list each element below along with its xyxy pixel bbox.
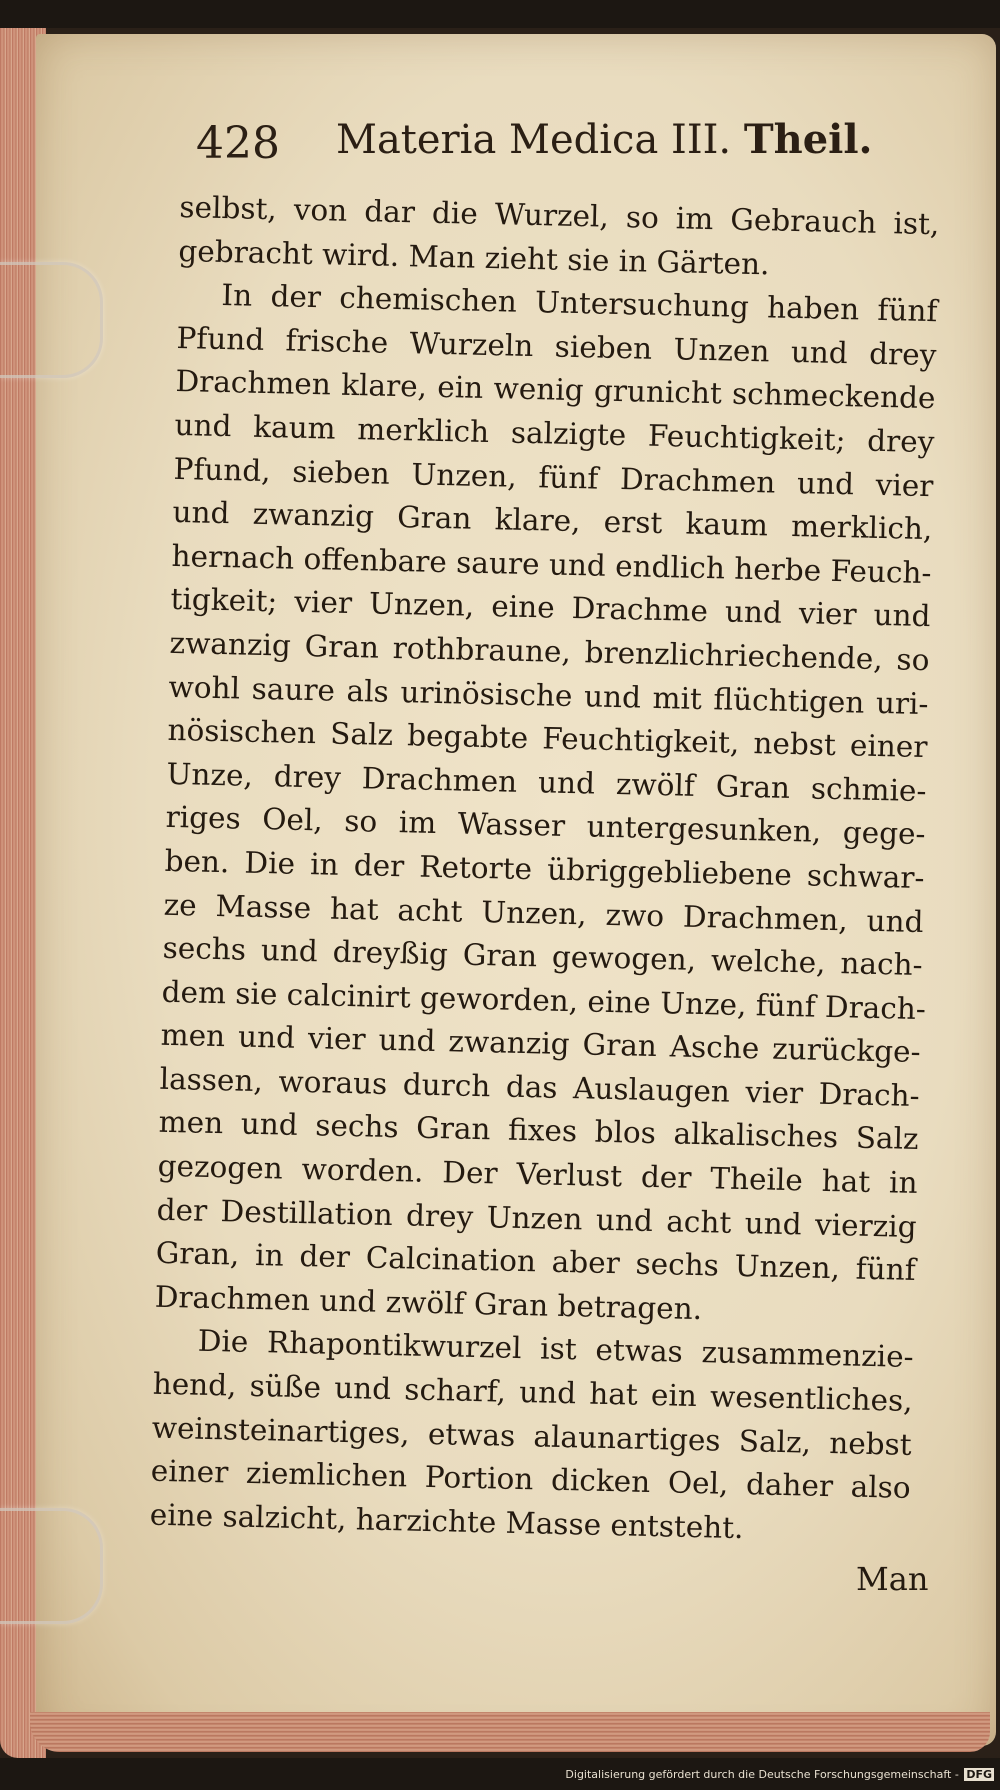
- text-line: ben. Die in der Retorte übriggebliebene schwar-: [164, 843, 925, 895]
- text-line: Unze, drey Drachmen und zwölf Gran schmie-: [166, 756, 927, 808]
- text-line: nösischen Salz begabte Feuchtigkeit, nebst einer: [167, 712, 928, 765]
- text-line: hernach offenbare saure und endlich herbe Feuch-: [171, 538, 932, 590]
- text-line: gebracht wird. Man zieht sie in Gärten.: [178, 233, 770, 281]
- text-line: Pfund, sieben Unzen, fünf Drachmen und vier: [173, 451, 934, 503]
- text-line: Gran, in der Calcination aber sechs Unzen, fünf: [155, 1235, 916, 1288]
- text-line: und zwanzig Gran klare, erst kaum merklich,: [172, 495, 933, 547]
- text-line: Drachmen und zwölf Gran betragen.: [154, 1279, 703, 1326]
- catchword: Man: [856, 1560, 929, 1598]
- text-line: gezogen worden. Der Verlust der Theile hat in: [157, 1148, 918, 1201]
- text-line: hend, süße und scharf, und hat ein wesentliches,: [152, 1366, 914, 1418]
- page-clip-top: [0, 262, 103, 378]
- page-number: 428: [196, 118, 280, 169]
- text-line: Pfund frische Wurzeln sieben Unzen und drey: [176, 320, 937, 372]
- text-line: eine salzicht, harzichte Masse entsteht.: [149, 1497, 744, 1545]
- page-clip-bottom: [0, 1508, 103, 1624]
- text-line: einer ziemlichen Portion dicken Oel, daher also: [150, 1453, 912, 1506]
- dfg-logo: DFG: [966, 1768, 992, 1781]
- text-line: selbst, von dar die Wurzel, so im Gebrauch ist,: [179, 189, 940, 242]
- text-line: und kaum merklich salzigte Feuchtigkeit; drey: [174, 407, 935, 460]
- text-line: Die Rhapontikwurzel ist etwas zusammenzie-: [197, 1324, 914, 1375]
- running-title-main: Materia Medica III.: [336, 117, 732, 163]
- text-line: Drachmen klare, ein wenig grunicht schmeckende: [175, 364, 936, 416]
- text-line: ze Masse hat acht Unzen, zwo Drachmen, und: [163, 887, 924, 939]
- text-line: riges Oel, so im Wasser untergesunken, gege-: [165, 800, 926, 852]
- text-line: In der chemischen Untersuchung haben fünf: [221, 278, 938, 329]
- text-line: zwanzig Gran rothbraune, brenzlichriechende, so: [169, 625, 930, 678]
- text-line: der Destillation drey Unzen und acht und vierzig: [156, 1192, 917, 1244]
- digitization-credit: [565, 1768, 994, 1781]
- running-title: [336, 116, 872, 163]
- page-bottom-edge: [30, 1712, 990, 1752]
- text-line: sechs und dreyßig Gran gewogen, welche, nach-: [162, 930, 923, 983]
- text-line: wohl saure als urinösische und mit flüchtigen uri-: [168, 669, 929, 721]
- page-header: [196, 112, 873, 172]
- running-title-part: Theil.: [743, 116, 873, 163]
- text-line: dem sie calcinirt geworden, eine Unze, fünf Drach-: [161, 974, 927, 1026]
- text-line: men und vier und zwanzig Gran Asche zurückge-: [160, 1018, 921, 1070]
- text-line: tigkeit; vier Unzen, eine Drachme und vier und: [170, 582, 931, 634]
- text-line: lassen, woraus durch das Auslaugen vier Drach-: [159, 1061, 920, 1113]
- text-line: weinsteinartiges, etwas alaunartiges Salz, nebst: [151, 1410, 913, 1462]
- body-text: [149, 186, 939, 1554]
- text-line: men und sechs Gran fixes blos alkalisches Salz: [158, 1105, 919, 1157]
- credit-text: Digitalisierung gefördert durch die Deutsche Forschungsgemeinschaft -: [565, 1768, 959, 1781]
